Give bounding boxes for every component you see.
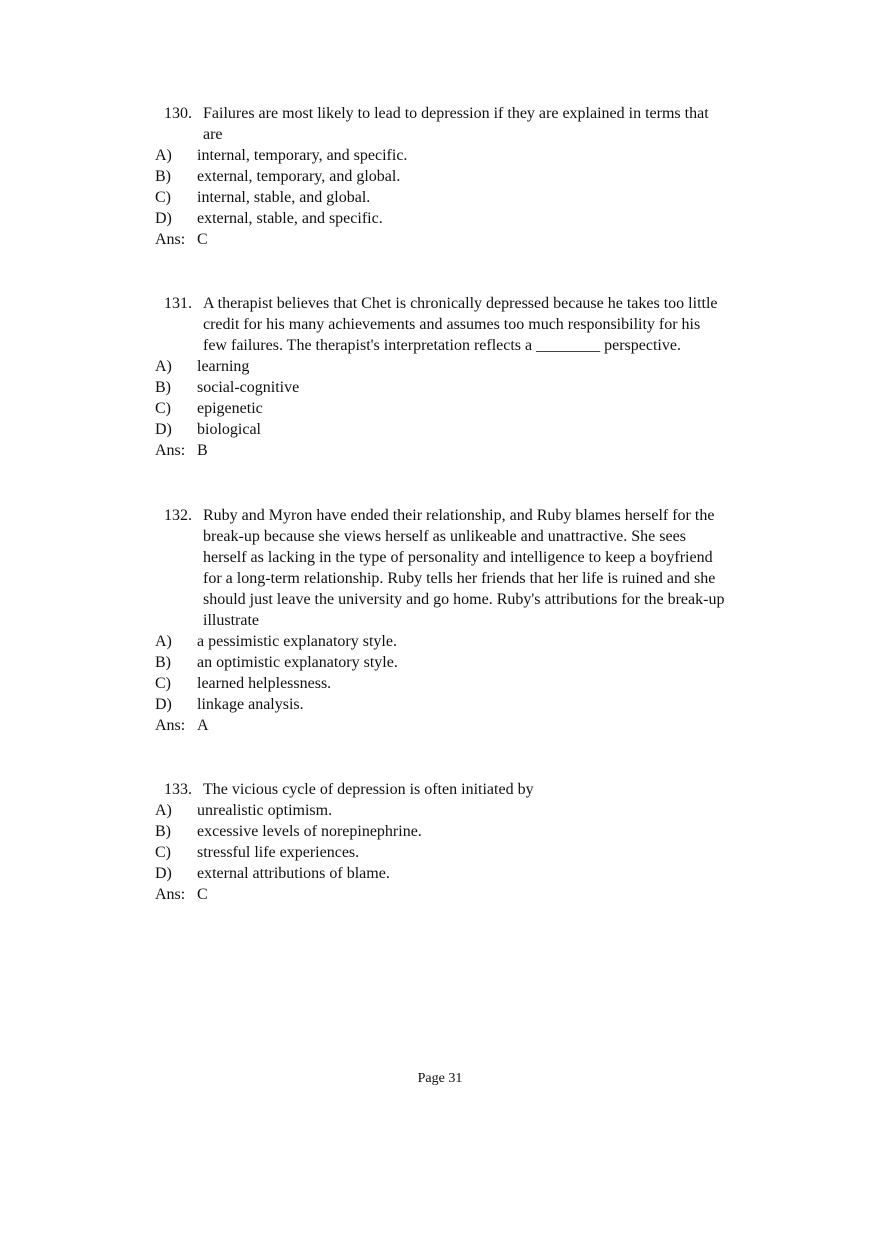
question-number: 130. xyxy=(164,105,192,122)
option-text: social-cognitive xyxy=(197,379,300,396)
option-text: learned helplessness. xyxy=(197,675,332,692)
question-number: 132. xyxy=(164,507,192,524)
option-text: biological xyxy=(197,421,261,438)
question-text-line: Failures are most likely to lead to depression if they are explained in terms that xyxy=(203,105,709,122)
option-letter: C) xyxy=(155,189,171,206)
option-letter: B) xyxy=(155,379,171,396)
option-letter: D) xyxy=(155,696,172,713)
answer-label: Ans: xyxy=(155,231,186,248)
option-text: external, temporary, and global. xyxy=(197,168,401,185)
option-text: excessive levels of norepinephrine. xyxy=(197,823,422,840)
answer-label: Ans: xyxy=(155,717,186,734)
question-number: 131. xyxy=(164,295,192,312)
option-letter: A) xyxy=(155,633,172,650)
question-text-line: Ruby and Myron have ended their relationship, and Ruby blames herself for the xyxy=(203,507,715,524)
question-text-line: herself as lacking in the type of personality and intelligence to keep a boyfriend xyxy=(203,549,713,566)
option-letter: B) xyxy=(155,823,171,840)
option-letter: C) xyxy=(155,675,171,692)
answer-label: Ans: xyxy=(155,442,186,459)
option-text: epigenetic xyxy=(197,400,263,417)
option-letter: D) xyxy=(155,421,172,438)
option-letter: A) xyxy=(155,358,172,375)
option-letter: A) xyxy=(155,147,172,164)
question-text-line: few failures. The therapist's interpretation reflects a ________ perspective. xyxy=(203,337,681,354)
page-number: Page 31 xyxy=(417,1071,463,1086)
answer-value: B xyxy=(197,442,208,459)
question-text-line: should just leave the university and go home. Ruby's attributions for the break-up xyxy=(203,591,725,608)
option-letter: D) xyxy=(155,210,172,227)
option-letter: B) xyxy=(155,168,171,185)
question-text-line: A therapist believes that Chet is chronically depressed because he takes too little xyxy=(203,295,718,312)
question-text-line: credit for his many achievements and assumes too much responsibility for his xyxy=(203,316,701,333)
option-letter: C) xyxy=(155,844,171,861)
option-text: unrealistic optimism. xyxy=(197,802,333,819)
answer-value: A xyxy=(197,717,209,734)
answer-value: C xyxy=(197,231,208,248)
option-text: external, stable, and specific. xyxy=(197,210,383,227)
question-text-line: The vicious cycle of depression is often initiated by xyxy=(203,781,534,798)
option-text: internal, stable, and global. xyxy=(197,189,371,206)
option-text: internal, temporary, and specific. xyxy=(197,147,408,164)
option-letter: A) xyxy=(155,802,172,819)
question-text-line: are xyxy=(203,126,223,143)
option-text: stressful life experiences. xyxy=(197,844,360,861)
question-number: 133. xyxy=(164,781,192,798)
answer-value: C xyxy=(197,886,208,903)
question-text-line: for a long-term relationship. Ruby tells her friends that her life is ruined and she xyxy=(203,570,716,587)
option-letter: C) xyxy=(155,400,171,417)
option-text: an optimistic explanatory style. xyxy=(197,654,398,671)
option-letter: B) xyxy=(155,654,171,671)
option-text: external attributions of blame. xyxy=(197,865,390,882)
question-text-line: illustrate xyxy=(203,612,259,629)
answer-label: Ans: xyxy=(155,886,186,903)
option-text: linkage analysis. xyxy=(197,696,304,713)
question-text-line: break-up because she views herself as unlikeable and unattractive. She sees xyxy=(203,528,686,545)
option-text: learning xyxy=(197,358,250,375)
option-text: a pessimistic explanatory style. xyxy=(197,633,397,650)
option-letter: D) xyxy=(155,865,172,882)
